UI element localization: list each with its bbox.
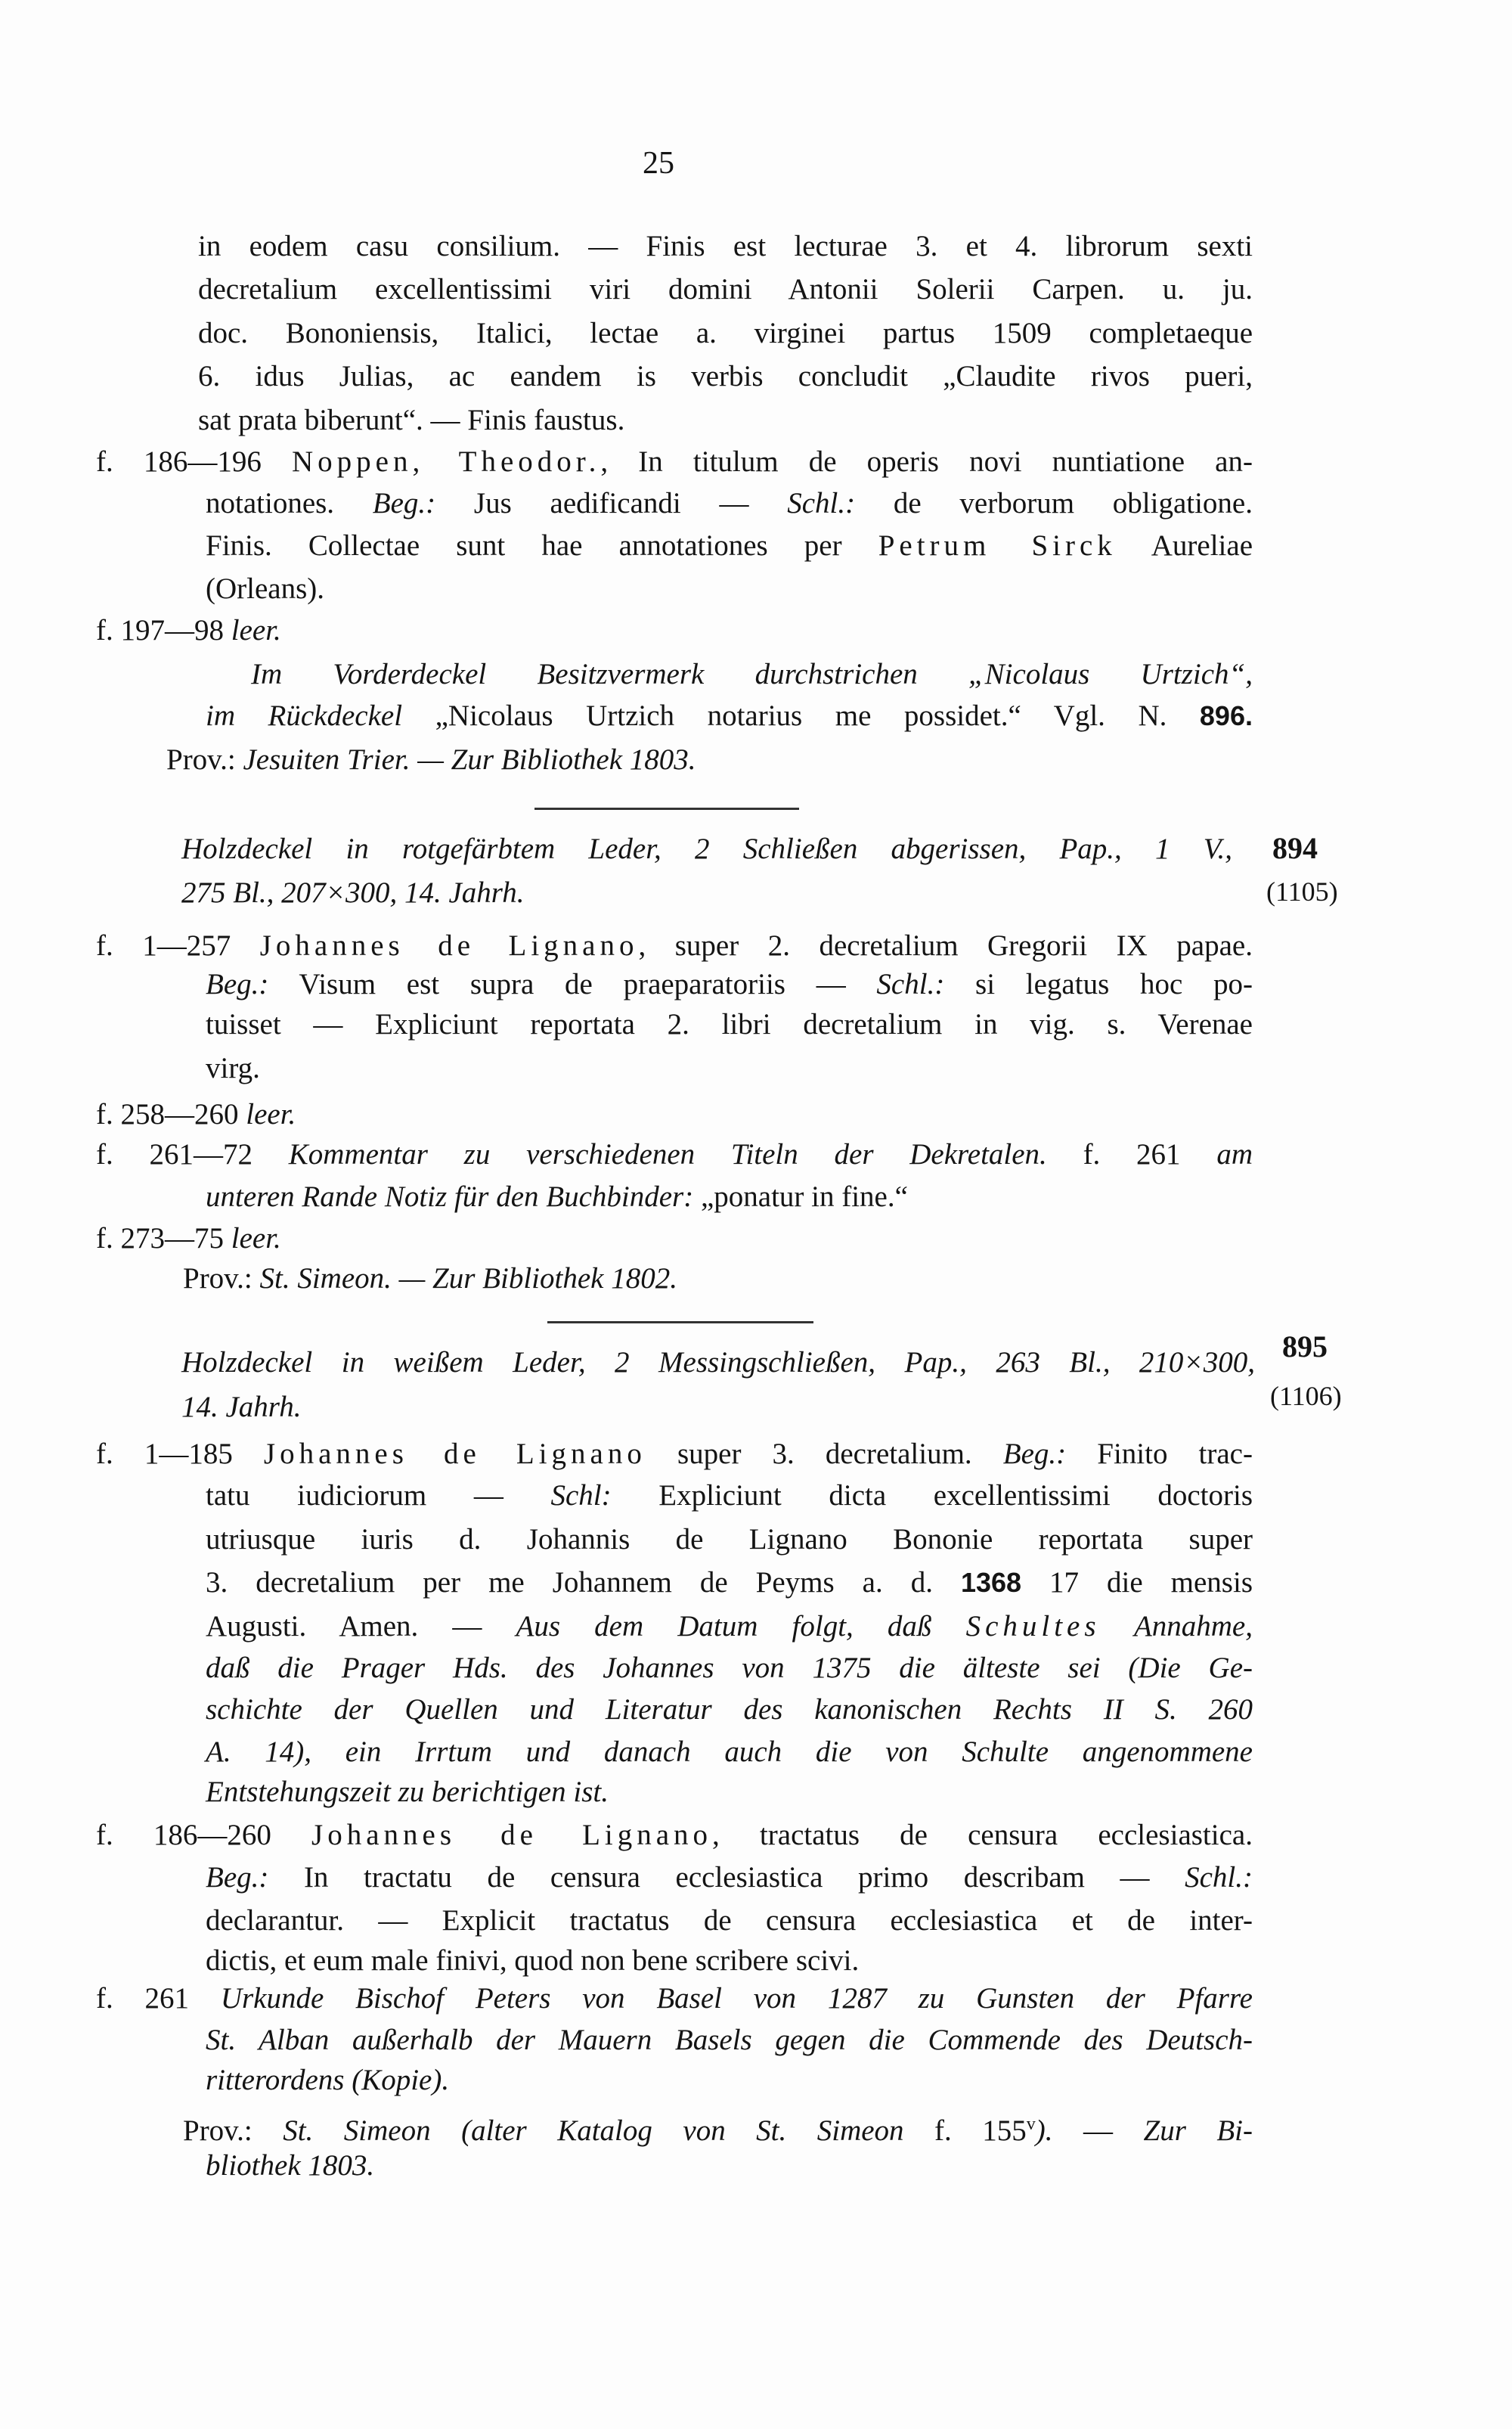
text-line <box>96 1095 296 1134</box>
italic-text: Annahme, <box>1100 1609 1253 1643</box>
text-line <box>96 1135 1253 1174</box>
text-line <box>206 1901 1253 1940</box>
italic-text: Holzdeckel in weißem Leder, 2 Messingschließen, Pap., 263 Bl., 210×300, <box>181 1346 1255 1379</box>
text-line <box>206 1005 1253 1044</box>
italic-text: Urkunde Bischof Peters von Basel von 1287 zu Gunsten der Pfarre <box>220 1981 1253 2015</box>
text-line <box>96 1816 1253 1855</box>
text-segment: doc. Bononiensis, Italici, lectae a. virginei partus 1509 completaeque <box>198 316 1253 349</box>
italic-text: Aus dem Datum folgt, daß <box>516 1609 966 1643</box>
text-segment: Expliciunt dicta excellentissimi doctoris <box>611 1479 1253 1512</box>
text-line <box>198 401 624 440</box>
text-segment: f. 1—185 <box>96 1437 264 1470</box>
italic-text: leer. <box>231 614 281 647</box>
text-segment: „Nicolaus Urtzich notarius me possidet.“ Vgl. N. <box>402 700 1200 733</box>
text-segment: decretalium excellentissimi viri domini Antonii Solerii Carpen. u. ju. <box>198 273 1253 306</box>
text-segment: f. 273—75 <box>96 1222 231 1255</box>
text-segment: , super 2. decretalium Gregorii IX papae. <box>638 929 1253 962</box>
text-line <box>96 442 1253 482</box>
text-segment: f. 186—196 <box>96 445 293 478</box>
text-segment: Prov.: <box>183 2114 284 2147</box>
text-segment: — <box>1052 2114 1144 2147</box>
old-catalog-number: (1106) <box>1270 1381 1342 1411</box>
italic-text: 14. Jahrh. <box>181 1391 302 1424</box>
text-line <box>96 1219 281 1258</box>
section-divider <box>547 1321 813 1323</box>
text-line <box>206 965 1253 1004</box>
text-segment: , tractatus de censura ecclesiastica. <box>712 1819 1253 1852</box>
text-segment: Prov.: <box>183 1262 260 1295</box>
spaced-name: Petrum Sirck <box>878 529 1117 562</box>
text-line <box>181 830 1232 869</box>
text-line <box>198 227 1253 266</box>
text-line <box>183 2105 1253 2147</box>
text-segment: si legatus hoc po- <box>944 967 1253 1000</box>
italic-text: unteren Rande Notiz für den Buchbinder: <box>206 1180 694 1213</box>
text-line <box>206 1733 1253 1772</box>
italic-text: Schl.: <box>876 967 945 1000</box>
italic-text: Beg.: <box>372 487 436 520</box>
text-segment: , In titulum de operis novi nuntiatione an- <box>600 445 1253 478</box>
text-line <box>206 1858 1253 1897</box>
italic-text: Jesuiten Trier. — Zur Bibliothek 1803. <box>243 743 696 776</box>
text-line <box>206 2021 1253 2060</box>
text-line <box>181 1388 302 1427</box>
text-line <box>96 926 1253 966</box>
italic-text: Beg.: <box>206 967 269 1000</box>
text-segment: f. 155 <box>903 2114 1027 2147</box>
text-segment: Jus aedificandi — <box>435 487 788 520</box>
italic-text: St. Simeon (alter Katalog von St. Simeon <box>283 2114 904 2147</box>
text-segment: In tractatu de censura ecclesiastica primo describam — <box>268 1860 1185 1894</box>
text-segment: f. 1—257 <box>96 929 260 962</box>
italic-text: ritterordens (Kopie). <box>206 2064 450 2097</box>
catalog-number: 894 <box>1272 831 1318 865</box>
bold-text: 896. <box>1199 700 1253 732</box>
bold-text: 1368 <box>960 1567 1022 1599</box>
italic-text: bliothek 1803. <box>206 2148 375 2182</box>
italic-text: Beg.: <box>206 1860 269 1894</box>
text-segment: f. 261 <box>1046 1138 1217 1171</box>
text-line <box>206 484 1253 523</box>
italic-text: Schl: <box>550 1479 612 1512</box>
text-line <box>206 2061 449 2100</box>
italic-text: Entstehungszeit zu berichtigen ist. <box>206 1775 609 1808</box>
italic-text: Kommentar zu verschiedenen Titeln der Dekretalen. <box>288 1138 1047 1171</box>
text-line <box>183 1259 677 1298</box>
spaced-name: Johannes de Lignano <box>311 1819 713 1852</box>
text-line <box>206 1941 859 1981</box>
text-line <box>206 1690 1253 1729</box>
text-segment: (Orleans). <box>206 572 325 606</box>
page-number: 25 <box>643 146 674 181</box>
text-segment: tatu iudiciorum — <box>206 1479 551 1512</box>
italic-text: St. Simeon. — Zur Bibliothek 1802. <box>259 1262 677 1295</box>
text-segment: f. 197—98 <box>96 614 231 647</box>
text-line <box>96 611 281 650</box>
text-line <box>206 1049 260 1088</box>
text-line <box>198 270 1253 309</box>
text-segment: sat prata biberunt“. — Finis faustus. <box>198 403 625 436</box>
text-line <box>181 1343 1255 1382</box>
text-line <box>166 740 696 780</box>
text-segment: dictis, et eum male finivi, quod non bene scribere scivi. <box>206 1944 860 1978</box>
italic-text: am <box>1216 1138 1253 1171</box>
italic-text: 275 Bl., 207×300, 14. Jahrh. <box>181 876 525 909</box>
spaced-name: Johannes de Lignano <box>263 1437 646 1470</box>
text-line <box>206 1563 1253 1602</box>
text-line <box>206 526 1253 566</box>
text-segment: Finis. Collectae sunt hae annotationes per <box>206 529 878 562</box>
text-segment: f. 261—72 <box>96 1138 289 1171</box>
italic-text: Holzdeckel in rotgefärbtem Leder, 2 Schließen abgerissen, Pap., 1 V., <box>181 833 1232 866</box>
text-segment: Augusti. Amen. — <box>206 1609 516 1643</box>
text-line <box>181 873 525 913</box>
text-line <box>206 1520 1253 1559</box>
italic-text: leer. <box>246 1098 296 1131</box>
italic-text: Im Vorderdeckel Besitzvermerk durchstrichen „Nicolaus Urtzich“, <box>251 657 1253 690</box>
text-segment: declarantur. — Explicit tractatus de censura ecclesiastica et de inter- <box>206 1904 1253 1937</box>
text-segment: de verborum obligatione. <box>855 487 1253 520</box>
italic-text: Zur Bi- <box>1143 2114 1253 2147</box>
old-catalog-number: (1105) <box>1266 876 1338 907</box>
italic-text: ). <box>1035 2114 1053 2147</box>
italic-text: Beg.: <box>1002 1437 1067 1470</box>
text-segment: f. 186—260 <box>96 1819 312 1852</box>
text-segment: virg. <box>206 1051 260 1084</box>
italic-text: leer. <box>231 1222 281 1255</box>
text-line <box>198 357 1253 396</box>
italic-text: schichte der Quellen und Literatur des kanonischen Rechts II S. 260 <box>206 1693 1253 1726</box>
text-segment: 6. idus Julias, ac eandem is verbis concludit „Claudite rivos pueri, <box>198 360 1253 393</box>
text-segment: 17 die mensis <box>1021 1566 1253 1599</box>
spaced-name: Noppen, Theodor. <box>292 445 601 478</box>
italic-text: daß die Prager Hds. des Johannes von 1375 die älteste sei (Die Ge- <box>206 1651 1253 1684</box>
text-segment: 3. decretalium per me Johannem de Peyms a. d. <box>206 1566 961 1599</box>
text-segment: Visum est supra de praeparatoriis — <box>268 967 877 1000</box>
italic-text: im Rückdeckel <box>206 700 403 733</box>
italic-text: Schultes <box>965 1609 1101 1643</box>
text-segment: super 3. decretalium. <box>646 1437 1003 1470</box>
text-segment: f. 261 <box>96 1981 221 2015</box>
text-segment: Aureliae <box>1116 529 1253 562</box>
text-line <box>206 2146 374 2185</box>
spaced-name: Johannes de Lignano <box>259 929 639 962</box>
text-segment: f. 258—260 <box>96 1098 246 1131</box>
italic-text: Schl.: <box>787 487 856 520</box>
text-segment: utriusque iuris d. Johannis de Lignano Bononie reportata super <box>206 1522 1253 1556</box>
italic-text: St. Alban außerhalb der Mauern Basels gegen die Commende des Deutsch- <box>206 2023 1253 2056</box>
text-line <box>251 655 1253 694</box>
text-segment: notationes. <box>206 487 373 520</box>
text-line <box>206 1476 1253 1515</box>
text-line <box>96 1435 1253 1474</box>
text-segment: tuisset — Expliciunt reportata 2. libri decretalium in vig. s. Verenae <box>206 1008 1253 1041</box>
text-line <box>198 314 1253 353</box>
text-line <box>206 1177 908 1217</box>
text-segment: Prov.: <box>166 743 243 776</box>
text-segment: in eodem casu consilium. — Finis est lecturae 3. et 4. librorum sexti <box>198 230 1253 262</box>
italic-text: A. 14), ein Irrtum und danach auch die von Schulte angenommene <box>206 1735 1253 1768</box>
text-line <box>206 1649 1253 1688</box>
catalog-number: 895 <box>1282 1329 1328 1363</box>
text-line <box>206 1607 1253 1646</box>
text-segment: Finito trac- <box>1066 1437 1253 1470</box>
text-line <box>206 1773 609 1812</box>
text-line <box>96 1979 1253 2018</box>
text-segment: v <box>1026 2114 1036 2134</box>
text-segment: „ponatur in fine.“ <box>693 1180 908 1213</box>
text-line <box>206 696 1253 736</box>
italic-text: Schl.: <box>1185 1860 1253 1894</box>
section-divider <box>534 808 799 810</box>
text-line <box>206 569 324 609</box>
